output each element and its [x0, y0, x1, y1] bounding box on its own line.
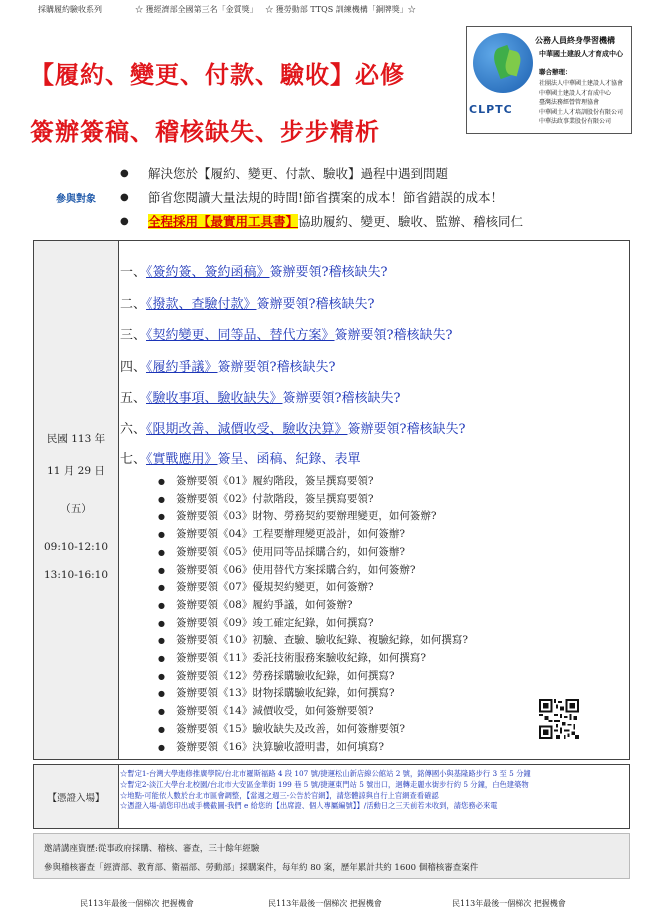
section-6: 六、《限期改善、減價收受、驗收決算》簽辦要領?稽核缺失? [120, 422, 466, 437]
bullet-icon: ● [158, 707, 165, 717]
org-name: 公務人員終身學習機構 [535, 35, 615, 45]
section-4-link[interactable]: 《履約爭議》 [146, 360, 218, 375]
bottom-reminder: 民113年最後一個梯次 把握機會 [268, 899, 382, 908]
bullet-icon: ● [158, 530, 165, 540]
list-item: ● 簽辦要領《10》初驗、查驗、驗收紀錄、複驗紀錄，如何撰寫? [156, 632, 468, 650]
section-7: 七、《實戰應用》簽呈、函稿、紀錄、表單 [120, 452, 361, 467]
header-award-1: ☆ 獲經濟部全國第三名「金質獎」 [135, 5, 258, 14]
list-item: ● 簽辦要領《04》工程要辦理變更設計，如何簽辦? [156, 526, 468, 544]
list-item: ● 簽辦要領《13》財物採購驗收紀錄，如何撰寫? [156, 685, 468, 703]
section-6-link[interactable]: 《限期改善、減價收受、驗收決算》 [146, 422, 348, 437]
section-5-link[interactable]: 《驗收事項、驗收缺失》 [146, 391, 283, 406]
venue-box [33, 764, 630, 829]
bullet-icon: ● [158, 494, 165, 504]
bullet-icon: ● [158, 477, 165, 486]
section-4: 四、《履約爭議》簽辦要領?稽核缺失? [120, 360, 336, 375]
organizer-logo-box [466, 26, 632, 134]
bullet-icon: ● [120, 168, 129, 179]
audience-label: 參與對象 [56, 194, 96, 205]
list-item: ● 簽辦要領《07》優規契約變更，如何簽辦? [156, 579, 468, 597]
bullet-icon: ● [158, 583, 165, 593]
venue-line: ☆憑證入場-請您印出或手機截圖-我們 e 給您的【出席證、個人專屬編號】】/活動日之三天前若未收到，請您務必來電 [120, 801, 498, 811]
section-3: 三、《契約變更、同等品、替代方案》簽辦要領?稽核缺失? [120, 328, 453, 343]
speaker-info-box [33, 833, 630, 879]
co-organizer-list [539, 79, 623, 127]
list-item: ● 簽辦要領《14》減價收受，如何簽辦要領? [156, 703, 468, 721]
bullet-icon: ● [158, 671, 165, 681]
sub-item-list [156, 473, 468, 756]
audience-item: ● 解決您於【履約、變更、付款、驗收】過程中遇到問題 [118, 162, 523, 186]
bullet-icon: ● [158, 636, 165, 646]
org-subname: 中華國土建設人才育成中心 [539, 49, 623, 58]
list-item: ● 簽辦要領《16》決算驗收證明書，如何填寫? [156, 739, 468, 757]
speaker-audit-record: 參與稽核審查「經濟部、教育部、衛福部、勞動部」採購案件，每年約 80 案，歷年累計共約 1600 個稽核審查案件 [44, 863, 479, 873]
bullet-icon: ● [158, 565, 165, 575]
list-item: ● 簽辦要領《08》履約爭議，如何簽辦? [156, 597, 468, 615]
bullet-icon: ● [158, 600, 165, 610]
section-1: 一、《簽約簽、簽約函稿》簽辦要領?稽核缺失? [120, 265, 388, 280]
bottom-reminder: 民113年最後一個梯次 把握機會 [80, 899, 194, 908]
list-item: ● 簽辦要領《02》付款階段，簽呈撰寫要領? [156, 491, 468, 509]
section-5: 五、《驗收事項、驗收缺失》簽辦要領?稽核缺失? [120, 391, 401, 406]
schedule-column [34, 241, 119, 759]
co-organizer: 中華法政事業股份有限公司 [539, 118, 612, 125]
co-organizer: 社團法人中華國土建設人才協會 [539, 80, 624, 87]
venue-label: 【憑證入場】 [34, 765, 119, 828]
list-item: ● 簽辦要領《05》使用同等品採購合約，如何簽辦? [156, 544, 468, 562]
date-day: 11 月 29 日 [47, 465, 105, 477]
bullet-icon: ● [158, 618, 165, 628]
list-item: ● 簽辦要領《09》竣工確定紀錄，如何撰寫? [156, 615, 468, 633]
list-item: ● 簽辦要領《11》委託技術服務案驗收紀錄，如何撰寫? [156, 650, 468, 668]
bullet-icon: ● [120, 216, 129, 227]
audience-list [118, 162, 523, 234]
time-afternoon: 13:10-16:10 [43, 569, 109, 581]
audience-item: ● 全程採用【最實用工具書】協助履約、變更、驗收、監辦、稽核同仁 [118, 210, 523, 234]
venue-line: ☆暫定1-台灣大學進修推廣學院/台北市羅斯福路 4 段 107 號/捷運松山新店線公館站 2 號，銘傳國小與基隆路步行 3 至 5 分鐘 [120, 769, 531, 778]
section-3-link[interactable]: 《契約變更、同等品、替代方案》 [146, 328, 335, 343]
co-organizer: 臺灣法務經營管理協會 [539, 99, 600, 106]
bullet-icon: ● [158, 724, 165, 734]
bottom-reminder: 民113年最後一個梯次 把握機會 [452, 899, 566, 908]
venue-list [120, 769, 531, 812]
venue-line: ☆地點-可能依人數於台北市區會調整，【當週之週三-公告於官網】，請您體諒與自行上官網查看確認 [120, 790, 439, 800]
date-year: 民國 113 年 [46, 433, 106, 445]
co-organizer: 中華國土人才培訓股份有限公司 [539, 108, 624, 116]
bullet-icon: ● [158, 547, 165, 557]
logo-tag: CLPTC [469, 103, 513, 116]
section-2-link[interactable]: 《撥款、查驗付款》 [146, 297, 257, 312]
audience-item: ● 節省您閱讀大量法規的時間!節省撰案的成本！節省錯誤的成本！ [118, 186, 523, 210]
speaker-experience: 邀請講座資歷:從事政府採購、稽核、審查，三十餘年經驗 [44, 844, 260, 854]
page-title-line-2: 簽辦簽稿、稽核缺失、步步精析 [30, 118, 380, 146]
venue-line: ☆暫定2-淡江大學台北校園/台北市大安區金華街 199 巷 5 號/捷運東門站 5 號出口，迴轉走麗水街步行約 5 分鐘，白色建築物 [120, 779, 529, 789]
tool-book-highlight: 全程採用【最實用工具書】 [148, 214, 299, 229]
section-7-link[interactable]: 《實戰應用》 [146, 452, 218, 467]
page-title-line-1: 【履約、變更、付款、驗收】必修 [30, 61, 405, 89]
header-series: 採購履約驗收系列 [38, 5, 102, 14]
co-organizer: 中華國土建設人才育成中心 [539, 89, 612, 97]
bullet-icon: ● [158, 512, 165, 522]
bullet-icon: ● [120, 192, 129, 203]
course-outline-box [33, 240, 630, 760]
list-item: ● 簽辦要領《01》履約階段，簽呈撰寫要領? [156, 473, 468, 491]
header-award-2: ☆ 獲勞動部 TTQS 訓練機構「銅牌獎」☆ [265, 5, 416, 14]
list-item: ● 簽辦要領《06》使用替代方案採購合約，如何簽辦? [156, 562, 468, 580]
bullet-icon: ● [158, 654, 165, 664]
list-item: ● 簽辦要領《15》驗收缺失及改善，如何簽辦要領? [156, 721, 468, 739]
section-1-link[interactable]: 《簽約簽、簽約函稿》 [146, 265, 270, 280]
bullet-icon: ● [158, 689, 165, 699]
header-line [38, 4, 416, 15]
bullet-icon: ● [158, 742, 165, 752]
qr-code-icon[interactable] [539, 699, 579, 739]
logo-emblem-icon [473, 33, 533, 93]
time-morning: 09:10-12:10 [43, 541, 109, 553]
date-weekday: （五） [60, 503, 92, 515]
section-2: 二、《撥款、查驗付款》簽辦要領?稽核缺失? [120, 297, 375, 312]
list-item: ● 簽辦要領《03》財物、勞務契約要辦理變更，如何簽辦? [156, 508, 468, 526]
list-item: ● 簽辦要領《12》勞務採購驗收紀錄，如何撰寫? [156, 668, 468, 686]
co-organizer-label: 聯合辦理： [539, 68, 572, 76]
